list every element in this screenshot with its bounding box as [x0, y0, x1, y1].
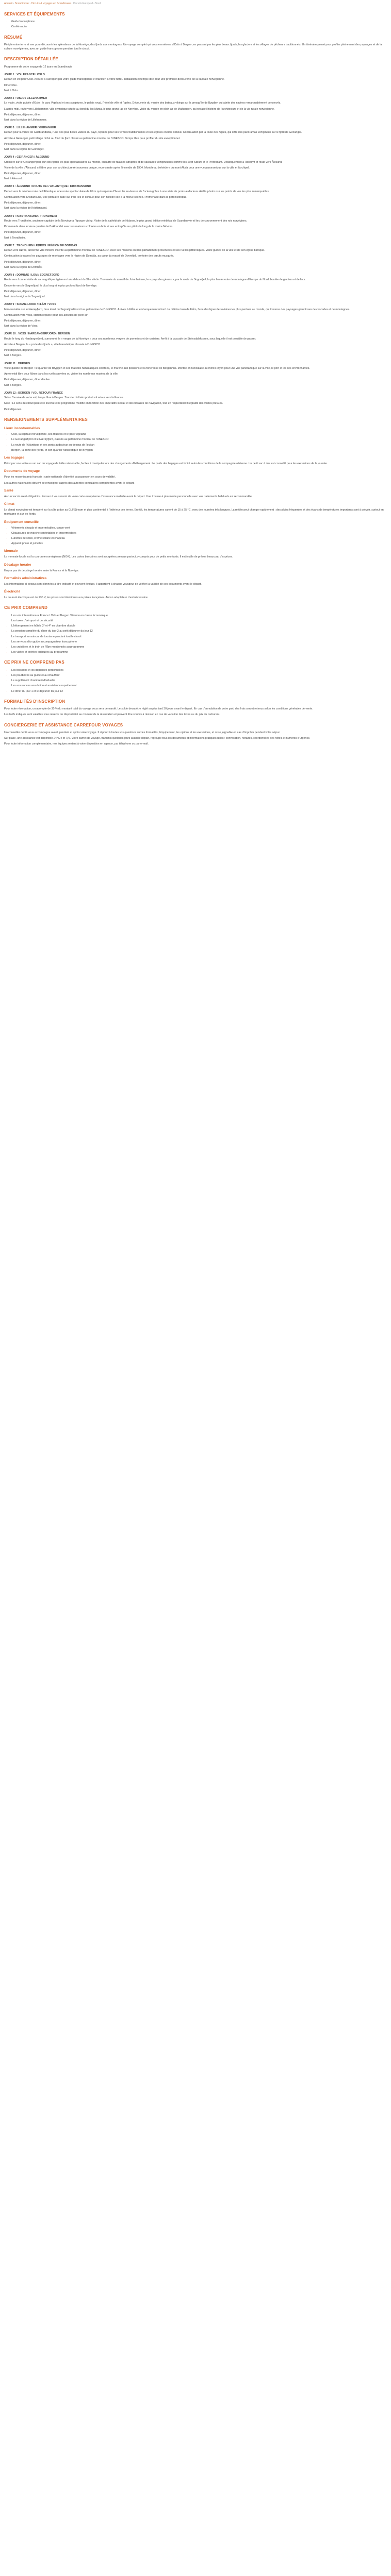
- program-day: [4, 362, 387, 387]
- day-title: JOUR 8 : DOMBÅS / LOM / SOGNEFJORD: [4, 274, 59, 277]
- docs-text: Pour les ressortissants français : carte nationale d'identité ou passeport en cours de validité.: [4, 476, 116, 479]
- day-paragraph: Route vers Trondheim, ancienne capitale de la Norvège à l'époque viking. Visite de la cathédrale de Nidaros, le plus grand édifice médiéval de Scandinavie et lieu de couronnement des rois norvégiens.: [4, 219, 248, 223]
- day-paragraph: Route vers Lom et visite de sa magnifique église en bois debout du XIIe siècle. Traversée du massif de Jotunheimen, le « pays des géants », par la route du Sognefjell, la plus haute route de montagne d'Europe du Nord, bordée de glaciers et de lacs.: [4, 278, 306, 282]
- day-meal-info: Nuit dans la région de Dombås.: [4, 265, 43, 269]
- included-item: • L'hébergement en hôtels 3* et 4* en chambre double: [11, 624, 387, 628]
- breadcrumb-link-circuits[interactable]: Circuits & voyages en Scandinavie: [31, 2, 71, 5]
- day-paragraph: Départ en vol pour Oslo. Accueil à l'aéroport par votre guide francophone et transfert à votre hôtel. Installation et temps libre pour une première découverte de la capitale norvégienne.: [4, 78, 225, 81]
- bagage-title: Les bagages: [4, 456, 25, 460]
- included-title: CE PRIX COMPREND: [4, 605, 48, 611]
- climat-title: Climat: [4, 502, 14, 506]
- rules-title: FORMALITÉS D'INSCRIPTION: [4, 699, 66, 704]
- bagage-text: Prévoyez une valise ou un sac de voyage de taille raisonnable, faciles à manipuler lors des changements d'hébergement. Le poids des bagages est limité selon les conditions de la compagnie aérienne. Un petit sac à dos est conseillé pour les excursions de la journée.: [4, 462, 328, 466]
- day-meal-info: Petit déjeuner, déjeuner, dîner.: [4, 290, 41, 293]
- included-item: • Les vols internationaux France / Oslo et Bergen / France en classe économique: [11, 614, 387, 618]
- conciergerie-text-3: Pour toute information complémentaire, nos équipes restent à votre disposition en agence, par téléphone ou par e-mail.: [4, 742, 149, 746]
- day-meal-info: Nuit à Bergen.: [4, 383, 22, 387]
- day-meal-info: Petit déjeuner, déjeuner, dîner.: [4, 172, 41, 176]
- lieu-item: • Le Geirangerfjord et le Nærøyfjord, classés au patrimoine mondial de l'UNESCO: [11, 437, 387, 442]
- day-meal-info: Nuit à Trondheim.: [4, 236, 26, 240]
- equip-item: • Appareil photo et jumelles: [11, 541, 387, 546]
- equip-item: • Vêtements chauds et imperméables, coupe-vent: [11, 526, 387, 530]
- voltage-text: Le courant électrique est de 230 V, les prises sont identiques aux prises françaises. Aucun adaptateur n'est nécessaire.: [4, 596, 149, 600]
- breadcrumb-link-home[interactable]: Accueil: [4, 2, 13, 5]
- day-title: JOUR 2 : OSLO / LILLEHAMMER: [4, 96, 47, 100]
- day-meal-info: Nuit à Bergen.: [4, 354, 22, 358]
- program-day: [4, 244, 387, 269]
- excluded-title: CE PRIX NE COMPREND PAS: [4, 660, 64, 665]
- day-meal-info: Petit déjeuner, déjeuner, dîner.: [4, 319, 41, 323]
- day-paragraph: Arrivée à Geiranger, petit village niché au fond du fjord classé au patrimoine mondial de l'UNESCO. Temps libre pour profiter du site exceptionnel.: [4, 137, 181, 140]
- program-day: [4, 214, 387, 240]
- day-meal-info: Nuit dans la région de Kristiansund.: [4, 207, 47, 210]
- decalage-text: Il n'y a pas de décalage horaire entre la France et la Norvège.: [4, 569, 79, 572]
- day-meal-info: Nuit dans la région de Voss.: [4, 325, 38, 328]
- program-title: DESCRIPTION DÉTAILLÉE: [4, 57, 58, 62]
- day-meal-info: Petit déjeuner, déjeuner, dîner d'adieu.: [4, 378, 51, 382]
- day-paragraph: Le matin, visite guidée d'Oslo : le parc Vigeland et ses sculptures, le palais royal, l'hôtel de ville et l'opéra. Découverte du musée des bateaux vikings sur la presqu'île de Bygdøy, qui abrite des navires remarquablement conservés.: [4, 101, 281, 105]
- program-day: [4, 126, 387, 151]
- excluded-list: [4, 668, 387, 693]
- day-meal-info: Dîner libre.: [4, 83, 18, 87]
- resume-text: Périple entre terre et mer pour découvrir les splendeurs de la Norvège, des fjords aux montagnes. Un voyage complet qui vous emmènera d'Oslo à Bergen, en passant par les plus beaux fjords, les glaciers et les villages de pêcheurs traditionnels. Un itinéraire pensé pour profiter pleinement des paysages et de la culture norvégienne, avec un guide francophone pendant tout le circuit.: [4, 43, 382, 51]
- day-paragraph: Après-midi libre pour flâner dans les ruelles pavées ou visiter les nombreux musées de la ville.: [4, 372, 119, 376]
- equip-item: • Chaussures de marche confortables et imperméables: [11, 531, 387, 535]
- decalage-title: Décalage horaire: [4, 563, 31, 567]
- day-meal-info: Nuit à Ålesund.: [4, 177, 23, 181]
- conciergerie-title: CONCIERGERIE ET ASSISTANCE CARREFOUR VOYAGES: [4, 722, 123, 727]
- day-title: JOUR 7 : TRONDHEIM / RØROS / RÉGION DE DOMBÅS: [4, 244, 77, 247]
- voltage-title: Électricité: [4, 590, 21, 594]
- excluded-item: • Les assurances annulation et assistance rapatriement: [11, 684, 387, 688]
- program-days: [4, 73, 387, 412]
- day-title: JOUR 6 : KRISTIANSUND / TRONDHEIM: [4, 214, 57, 218]
- conciergerie-text-2: Sur place, une assistance est disponible 24h/24 et 7j/7. Votre carnet de voyage, transmis quelques jours avant le départ, regroupe tous les documents et informations pratiques utiles : convocation, horaires, coordonnées des hôtels et numéros d'urgence.: [4, 737, 311, 740]
- excluded-item: • Le dîner du jour 1 et le déjeuner du jour 12: [11, 689, 387, 693]
- climat-text: Le climat norvégien est tempéré sur la côte grâce au Gulf Stream et plus continental à l'intérieur des terres. En été, les températures varient de 15 à 25 °C, avec des journées très longues. La météo peut changer rapidement : des pluies fréquentes et des écarts de températures importants sont à prévoir, surtout en montagne et sur les fjords.: [4, 509, 384, 516]
- day-meal-info: Petit déjeuner, déjeuner, dîner.: [4, 349, 41, 352]
- day-title: JOUR 11 : BERGEN: [4, 362, 30, 365]
- rules-text-2: Les tarifs indiqués sont valables sous réserve de disponibilité au moment de la réservation et peuvent être soumis à révision en cas de variation des taxes ou du prix du carburant.: [4, 713, 220, 717]
- excluded-item: • Les boissons et les dépenses personnelles: [11, 668, 387, 672]
- page: [0, 0, 391, 750]
- program-day: [4, 73, 387, 93]
- docs-title: Documents de voyage: [4, 469, 40, 473]
- program-day: [4, 391, 387, 412]
- program-day: [4, 332, 387, 358]
- conciergerie-text-1: Un conseiller dédié vous accompagne avant, pendant et après votre voyage. Il répond à toutes vos questions sur les formalités, l'équipement, les options et les excursions, et reste joignable en cas d'imprévu pendant votre séjour.: [4, 731, 281, 735]
- day-paragraph: Mini-croisière sur le Nærøyfjord, bras étroit du Sognefjord inscrit au patrimoine de l'UNESCO. Arrivée à Flåm et embarquement à bord du célèbre train de Flåm, l'une des lignes ferroviaires les plus pentues au monde, qui traverse des paysages grandioses de cascades et de montagnes.: [4, 308, 350, 311]
- included-item: • Les croisières et le train de Flåm mentionnés au programme: [11, 645, 387, 649]
- breadcrumb-link-scandinavie[interactable]: Scandinavie: [14, 2, 29, 5]
- resume-title: RÉSUMÉ: [4, 35, 23, 40]
- lieu-item: • Bergen, la porte des fjords, et son quartier hanséatique de Bryggen: [11, 448, 387, 452]
- day-paragraph: Visite de la ville d'Ålesund, célèbre pour son architecture Art nouveau unique, reconstruite après l'incendie de 1904. Montée au belvédère du mont Aksla pour une vue panoramique sur la ville et l'archipel.: [4, 166, 250, 170]
- addinfo-title: RENSEIGNEMENTS SUPPLÉMENTAIRES: [4, 417, 88, 422]
- day-meal-info: Petit déjeuner, déjeuner, dîner.: [4, 260, 41, 264]
- equip-list: [4, 526, 387, 546]
- day-paragraph: Selon l'horaire de votre vol, temps libre à Bergen. Transfert à l'aéroport et vol retour vers la France.: [4, 396, 124, 400]
- day-paragraph: L'après-midi, route vers Lillehammer, ville olympique située au bord du lac Mjøsa, le plus grand lac de Norvège. Visite du musée en plein air de Maihaugen, qui retrace l'histoire de l'architecture et de la vie rurale norvégienne.: [4, 107, 275, 111]
- day-paragraph: Descente vers le Sognefjord, le plus long et le plus profond fjord de Norvège.: [4, 284, 97, 287]
- day-paragraph: Promenade dans le vieux quartier de Bakklandet avec ses maisons colorées en bois et ses entrepôts sur pilotis le long de la rivière Nidelva.: [4, 225, 173, 229]
- day-meal-info: Petit déjeuner.: [4, 408, 22, 411]
- breadcrumb: Accueil › Scandinavie › Circuits & voyages en Scandinavie › Circuits Europe du Nord: [4, 2, 101, 5]
- program-day: [4, 155, 387, 181]
- docs-text: Les autres nationalités doivent se renseigner auprès des autorités consulaires compétentes avant le départ.: [4, 481, 135, 485]
- excluded-item: • Les pourboires au guide et au chauffeur: [11, 673, 387, 677]
- day-title: JOUR 10 : VOSS / HARDANGERFJORD / BERGEN: [4, 332, 70, 336]
- day-meal-info: Petit déjeuner, déjeuner, dîner.: [4, 113, 41, 116]
- rules-text: Pour toute réservation, un acompte de 30 % du montant total du voyage vous sera demandé. Le solde devra être réglé au plus tard 30 jours avant le départ. En cas d'annulation de votre part, des frais seront retenus selon les conditions générales de vente.: [4, 707, 313, 711]
- day-title: JOUR 12 : BERGEN / VOL RETOUR FRANCE: [4, 391, 63, 395]
- day-meal-info: Petit déjeuner, déjeuner, dîner.: [4, 231, 41, 234]
- day-paragraph: Départ pour la vallée de Gudbrandsdal, l'une des plus belles vallées du pays, réputée pour ses fermes traditionnelles et ses églises en bois debout. Continuation par la route des Aigles, qui offre des panoramas vertigineux sur le fjord de Geiranger.: [4, 131, 302, 134]
- day-meal-info: Nuit dans la région du Sognefjord.: [4, 295, 46, 299]
- day-meal-info: Petit déjeuner, déjeuner, dîner.: [4, 201, 41, 205]
- included-item: • La pension complète du dîner du jour 2 au petit déjeuner du jour 12: [11, 629, 387, 633]
- day-paragraph: Visite guidée de Bergen : le quartier de Bryggen et ses maisons hanséatiques colorées, le marché aux poissons et la forteresse de Bergenhus. Montée en funiculaire au mont Fløyen pour une vue panoramique sur la ville, le port et les îles environnantes.: [4, 366, 310, 370]
- sante-title: Santé: [4, 488, 13, 493]
- day-paragraph: Note : Le sens du circuit peut être inversé et le programme modifié en fonction des impératifs locaux et des horaires de navigation, tout en respectant l'intégralité des visites prévues.: [4, 402, 223, 405]
- program-intro: Programme de votre voyage de 12 jours en Scandinavie: [4, 65, 73, 69]
- day-title: JOUR 9 : SOGNEFJORD / FLÅM / VOSS: [4, 303, 56, 307]
- day-paragraph: Départ vers Røros, ancienne ville minière inscrite au patrimoine mondial de l'UNESCO, avec ses maisons en bois parfaitement préservées et ses ruelles pittoresques. Visite guidée de la ville et de son église baroque.: [4, 249, 265, 252]
- day-title: JOUR 3 : LILLEHAMMER / GEIRANGER: [4, 126, 56, 130]
- day-meal-info: Nuit dans la région de Geiranger.: [4, 148, 44, 151]
- lieux-title: Lieux incontournables: [4, 427, 40, 431]
- breadcrumb-current: Circuits Europe du Nord: [73, 2, 101, 5]
- service-item: • Guide francophone: [11, 20, 387, 24]
- service-item: • Conférencier: [11, 25, 387, 29]
- program-day: [4, 302, 387, 328]
- sante-text: Aucun vaccin n'est obligatoire. Pensez à vous munir de votre carte européenne d'assurance maladie avant le départ. Une trousse à pharmacie personnelle avec vos traitements habituels est recommandée.: [4, 495, 253, 498]
- program-day: [4, 184, 387, 210]
- day-meal-info: Petit déjeuner, déjeuner, dîner.: [4, 142, 41, 146]
- day-paragraph: Croisière sur le Geirangerfjord, l'un des fjords les plus spectaculaires au monde, encadré de falaises abruptes et de cascades vertigineuses comme les Sept Sœurs et le Prétendant. Débarquement à Hellesylt et route vers Ålesund.: [4, 160, 283, 164]
- day-title: JOUR 1 : VOL FRANCE / OSLO: [4, 73, 45, 76]
- formalites-text: Les informations ci-dessus sont données à titre indicatif et peuvent évoluer. Il appartient à chaque voyageur de vérifier la validité de ses documents avant le départ.: [4, 582, 202, 586]
- included-item: • Les services d'un guide accompagnateur francophone: [11, 640, 387, 644]
- lieu-item: • La route de l'Atlantique et ses ponts audacieux au-dessus de l'océan: [11, 443, 387, 447]
- day-meal-info: Nuit dans la région de Lillehammer.: [4, 118, 47, 122]
- day-meal-info: Nuit à Oslo.: [4, 89, 19, 92]
- included-item: • Le transport en autocar de tourisme pendant tout le circuit: [11, 635, 387, 639]
- day-paragraph: Route le long du Hardangerfjord, surnommé le « verger de la Norvège » pour ses nombreux vergers de pommiers et de cerisiers. Arrêt à la cascade de Steinsdalsfossen, sous laquelle il est possible de passer.: [4, 337, 256, 341]
- program-day: [4, 96, 387, 122]
- lieu-item: • Oslo, la capitale norvégienne, ses musées et le parc Vigeland: [11, 432, 387, 436]
- included-item: • Les visites et entrées indiquées au programme: [11, 650, 387, 654]
- program-day: [4, 273, 387, 299]
- equip-item: • Lunettes de soleil, crème solaire et chapeau: [11, 536, 387, 540]
- day-paragraph: Départ vers la célèbre route de l'Atlantique, une route spectaculaire de 8 km qui serpente d'île en île au-dessus de l'océan grâce à une série de ponts audacieux. Arrêts photos sur les points de vue les plus remarquables.: [4, 190, 270, 193]
- excluded-item: • Le supplément chambre individuelle: [11, 679, 387, 683]
- lieux-list: [4, 432, 387, 452]
- monnaie-title: Monnaie: [4, 549, 18, 553]
- day-paragraph: Continuation vers Voss, station réputée pour ses activités de plein air.: [4, 313, 89, 317]
- monnaie-text: La monnaie locale est la couronne norvégienne (NOK). Les cartes bancaires sont acceptées presque partout, y compris pour de petits montants. Il est inutile de prévoir beaucoup d'espèces.: [4, 555, 233, 559]
- services-list: [4, 20, 387, 29]
- included-item: • Les taxes d'aéroport et de sécurité: [11, 619, 387, 623]
- equip-title: Équipement conseillé: [4, 520, 39, 524]
- day-paragraph: Arrivée à Bergen, la « porte des fjords », ville hanséatique classée à l'UNESCO.: [4, 343, 101, 346]
- services-title: SERVICES ET ÉQUIPEMENTS: [4, 11, 65, 16]
- day-title: JOUR 5 : ÅLESUND / ROUTE DE L'ATLANTIQUE / KRISTIANSUND: [4, 185, 91, 189]
- day-paragraph: Continuation à travers les paysages de montagne vers la région de Dombås, au cœur du massif de Dovrefjell, territoire des bœufs musqués.: [4, 255, 174, 258]
- included-list: [4, 614, 387, 655]
- day-paragraph: Continuation vers Kristiansund, ville portuaire bâtie sur trois îles et connue pour son histoire liée à la morue séchée. Promenade dans le port historique.: [4, 196, 187, 199]
- formalites-title: Formalités administratives: [4, 576, 47, 580]
- day-title: JOUR 4 : GEIRANGER / ÅLESUND: [4, 156, 50, 159]
